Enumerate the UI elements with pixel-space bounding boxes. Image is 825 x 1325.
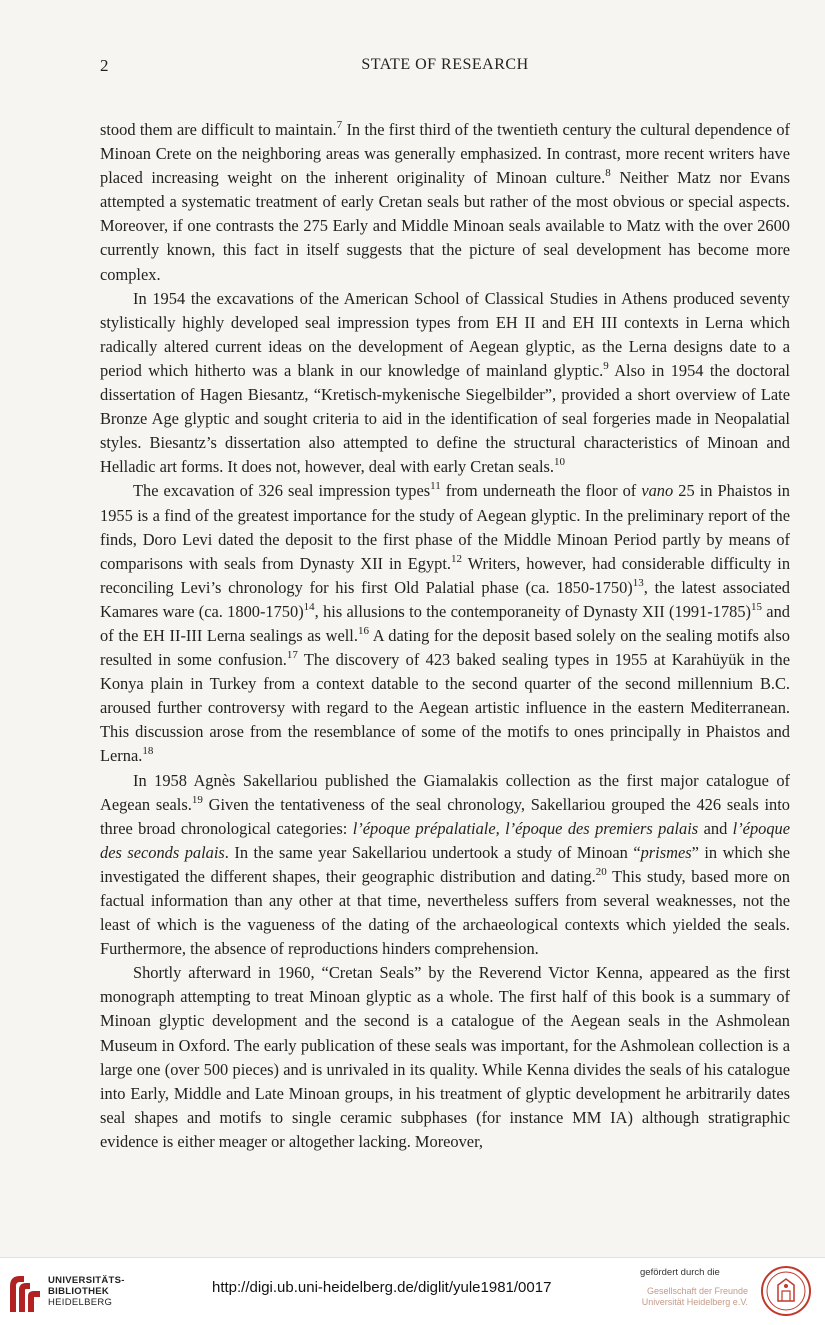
text-run: In 1954 the excavations of the American School of Classical Studies in Athens produced seventy stylistically highly developed seal impression types from EH II and EH III contexts in Lerna which radically altered current ideas on the development of Aegean glyptic, as the Lerna designs date to a period which hitherto was a blank in our knowledge of mainland glyptic. <box>100 288 790 380</box>
body-paragraph <box>100 287 790 480</box>
text-run: 25 in Phaistos in 1955 is a find of the greatest importance for the study of Aegean glyptic. In the preliminary report of the finds, Doro Levi dated the deposit to the first phase of the Middle Minoan Period partly by means of comparisons with seals from Dynasty XII in Egypt. <box>100 481 790 573</box>
footnote-ref[interactable]: 20 <box>595 865 607 878</box>
library-name-line: BIBLIOTHEK <box>48 1286 110 1297</box>
university-seal-icon[interactable] <box>760 1265 812 1317</box>
footnote-ref[interactable]: 16 <box>357 624 369 637</box>
text-run: This study, based more on factual information than any other at that time, nevertheless suffers from several weaknesses, not the least of which is the vagueness of the dating of the archaeological contexts which yielded the seals. Furthermore, the absence of reproductions hinders comprehension. <box>100 866 790 959</box>
footnote-ref[interactable]: 13 <box>632 576 644 589</box>
text-run: stood them are difficult to maintain. <box>100 120 337 139</box>
sponsor-name-line: Universität Heidelberg e.V. <box>641 1297 748 1307</box>
body-paragraph <box>100 479 790 768</box>
running-title: STATE OF RESEARCH <box>361 56 529 73</box>
text-run: Also in 1954 the doctoral dissertation of Hagen Biesantz, “Kretisch-mykenische Siegelbilder”, provided a short overview of Late Bronze Age glyptic and sought criteria to aid in the identification of seal forgeries made in Neopalatial styles. Biesantz’s dissertation also attempted to define the structural characteristics of Minoan and Helladic art forms. It does not, however, deal with early Cretan seals. <box>100 360 790 477</box>
italic-text: l’époque des seconds palais <box>100 818 790 862</box>
sponsor-name-line: Gesellschaft der Freunde <box>646 1286 748 1296</box>
footnote-ref[interactable]: 15 <box>750 600 762 613</box>
footnote-ref[interactable]: 10 <box>554 456 566 469</box>
body-paragraph <box>100 961 790 1154</box>
body-paragraph <box>100 769 790 962</box>
text-run: and of the EH II-III Lerna sealings as well. <box>100 601 790 645</box>
sponsor-intro: gefördert durch die <box>640 1267 720 1278</box>
text-run: , the latest associated Kamares ware (ca. 1800-1750) <box>100 577 790 621</box>
text-run: , his allusions to the contemporaneity of Dynasty XII (1991-1785) <box>314 601 751 621</box>
text-run: Neither Matz nor Evans attempted a systematic treatment of early Cretan seals but rather of the most obvious or special aspects. Moreover, if one contrasts the 275 Early and Middle Minoan seals available to Matz with the over 2600 currently known, this fact in itself suggests that the picture of seal development has become more complex. <box>100 168 790 284</box>
footnote-ref[interactable]: 14 <box>303 600 315 613</box>
library-name-line: UNIVERSITÄTS- <box>48 1275 125 1286</box>
body-text <box>100 118 790 1154</box>
library-name-line: HEIDELBERG <box>48 1297 113 1308</box>
footnote-ref[interactable]: 19 <box>191 793 203 806</box>
footnote-ref[interactable]: 18 <box>142 745 154 758</box>
permalink-url[interactable]: http://digi.ub.uni-heidelberg.de/diglit/yule1981/0017 <box>212 1279 552 1296</box>
text-run: and <box>698 818 733 838</box>
footnote-ref[interactable]: 7 <box>336 119 343 131</box>
sponsor-name[interactable] <box>640 1286 748 1308</box>
footnote-ref[interactable]: 9 <box>603 359 609 372</box>
footnote-ref[interactable]: 11 <box>430 480 441 493</box>
page-number: 2 <box>100 56 109 75</box>
text-run: In the first third of the twentieth century the cultural dependence of Minoan Crete on the neighboring areas was generally emphasized. In contrast, more recent writers have placed increasing weight on the inherent originality of Minoan culture. <box>100 120 790 188</box>
text-run: from underneath the floor of <box>440 481 642 501</box>
text-run: In 1958 Agnès Sakellariou published the Giamalakis collection as the first major catalogue of Aegean seals. <box>100 770 790 814</box>
italic-text: prismes <box>640 842 692 862</box>
text-run: Writers, however, had considerable difficulty in reconciling Levi’s chronology for his first Old Palatial phase (ca. 1850-1750) <box>100 553 791 597</box>
footer-bar <box>0 1257 825 1325</box>
text-run: The discovery of 423 baked sealing types in 1955 at Karahüyük in the Konya plain in Turkey from a context datable to the second quarter of the second millennium B.C. aroused further controversy with regard to the Aegean artistic influence in the eastern Mediterranean. This discussion arose from the resemblance of some of the motifs to ones principally in Phaistos and Lerna. <box>100 650 790 766</box>
italic-text: vano <box>641 481 674 501</box>
text-run: The excavation of 326 seal impression types <box>133 481 431 501</box>
ub-heidelberg-logo-icon[interactable] <box>8 1274 42 1314</box>
page-header <box>100 56 790 80</box>
footnote-ref[interactable]: 17 <box>286 649 298 662</box>
text-run: Given the tentativeness of the seal chronology, Sakellariou grouped the 426 seals into three broad chronological categories: <box>100 794 791 838</box>
text-run: A dating for the deposit based solely on the sealing motifs also resulted in some confusion. <box>100 625 791 670</box>
text-run: ” in which she investigated the different shapes, their geographic distribution and dating. <box>100 842 790 886</box>
body-paragraph <box>100 118 790 287</box>
text-run: Shortly afterward in 1960, “Cretan Seals” by the Reverend Victor Kenna, appeared as the first monograph attempting to treat Minoan glyptic as a whole. The first half of this book is a summary of Minoan glyptic development and the second is a catalogue of the Aegean seals in the Ashmolean Museum in Oxford. The early publication of these seals was important, for the Ashmolean collection is a large one (over 500 pieces) and is unrivaled in its quality. While Kenna divides the seals of his catalogue into Early, Middle and Late Minoan groups, in his treatment of glyptic development he arbitrarily dates seal shapes and motifs to single ceramic subphases (for instance MM IA) although stratigraphic evidence is either meager or altogether lacking. Moreover, <box>100 963 790 1151</box>
library-name[interactable] <box>48 1275 125 1308</box>
text-run: . In the same year Sakellariou undertook a study of Minoan “ <box>224 842 641 862</box>
footnote-ref[interactable]: 12 <box>451 552 462 565</box>
italic-text: l’époque prépalatiale, l’époque des premiers palais <box>352 818 699 838</box>
footnote-ref[interactable]: 8 <box>605 167 611 180</box>
